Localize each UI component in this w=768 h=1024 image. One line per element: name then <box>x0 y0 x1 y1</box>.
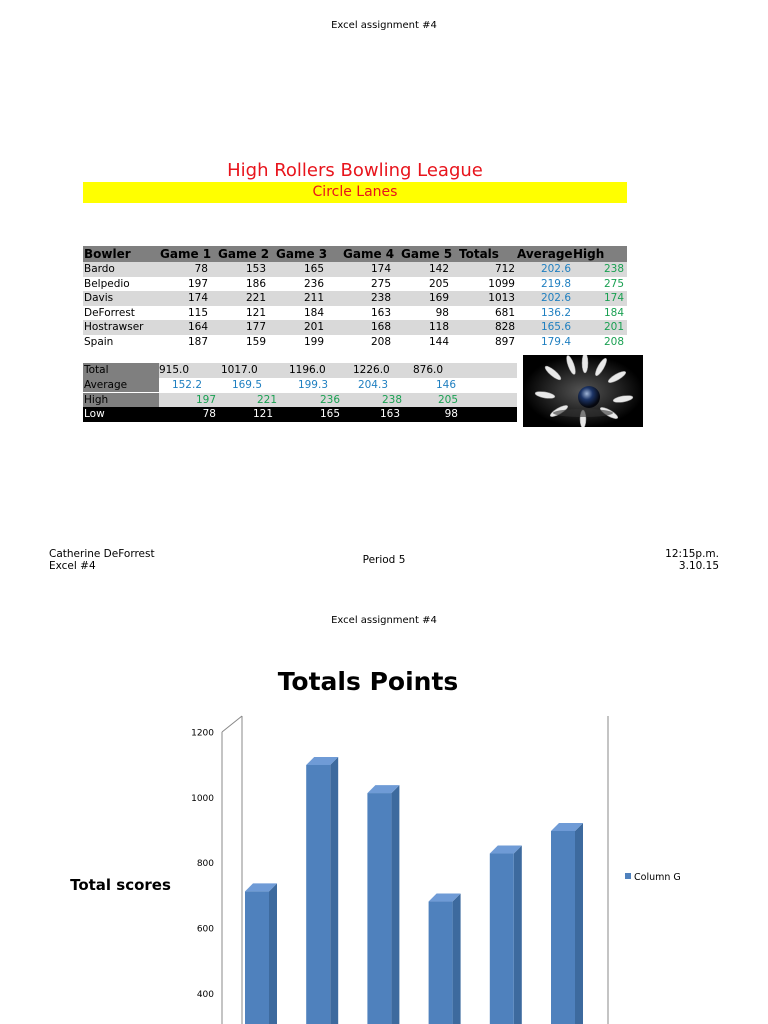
bowler-name: Davis <box>84 292 114 305</box>
bowler-average: 179.4 <box>540 336 571 348</box>
page-header: Excel assignment #4 <box>331 20 437 31</box>
summary-label: High <box>83 393 159 408</box>
bar-front <box>367 793 391 1024</box>
game-score: 221 <box>245 292 266 305</box>
summary-value: 1196.0 <box>289 364 326 376</box>
game-score: 199 <box>303 336 324 348</box>
col-high: High <box>573 247 605 261</box>
table-row <box>83 320 627 335</box>
bar-side <box>330 757 338 1024</box>
chart-title: Totals Points <box>277 667 459 696</box>
summary-label: Low <box>83 407 159 422</box>
summary-row <box>83 363 517 378</box>
bowler-high: 174 <box>603 292 624 305</box>
bar-side <box>575 823 583 1024</box>
league-title: High Rollers Bowling League <box>227 160 483 181</box>
game-score: 121 <box>245 306 266 319</box>
bar-side <box>453 894 461 1024</box>
bowler-name: Hostrawser <box>84 321 144 334</box>
game-score: 174 <box>187 292 208 305</box>
bar <box>490 846 522 1024</box>
bowler-name: Belpedio <box>84 277 130 290</box>
legend-swatch <box>625 873 631 879</box>
table-row <box>83 306 627 321</box>
game-score: 118 <box>428 321 449 334</box>
bar-front <box>245 891 269 1024</box>
bowling-pins-image <box>523 355 643 427</box>
bowler-average: 219.8 <box>540 277 571 290</box>
bowler-total: 828 <box>494 321 515 334</box>
summary-value: 236 <box>319 393 340 406</box>
game-score: 169 <box>428 292 449 305</box>
summary-value: 205 <box>437 393 458 406</box>
summary-value: 169.5 <box>231 378 262 391</box>
bowler-name: Spain <box>84 336 114 348</box>
bar-front <box>306 765 330 1024</box>
game-score: 197 <box>187 277 208 290</box>
bowler-average: 165.6 <box>540 321 571 334</box>
summary-value: 78 <box>202 408 216 421</box>
game-score: 205 <box>428 277 449 290</box>
game-score: 164 <box>187 321 208 334</box>
summary-value: 876.0 <box>413 364 444 376</box>
footer-date: 3.10.15 <box>678 560 719 572</box>
summary-label: Total <box>83 363 159 378</box>
game-score: 153 <box>245 263 266 275</box>
game-score: 142 <box>428 263 449 275</box>
y-tick-label: 800 <box>196 859 214 870</box>
summary-value: 121 <box>252 408 273 421</box>
league-subtitle: Circle Lanes <box>312 184 398 200</box>
bowler-high: 208 <box>603 336 624 348</box>
game-score: 201 <box>303 321 324 334</box>
bowler-average: 202.6 <box>540 263 571 275</box>
bar-front <box>551 831 575 1024</box>
game-score: 98 <box>435 306 449 319</box>
col-average: Average <box>517 247 573 261</box>
footer-author: Catherine DeForrest <box>49 548 155 560</box>
summary-value: 1017.0 <box>221 364 258 376</box>
y-tick-label: 1000 <box>191 793 214 804</box>
footer-period: Period 5 <box>362 554 406 566</box>
summary-row <box>83 407 517 422</box>
table-row <box>83 291 627 306</box>
summary-value: 238 <box>381 393 402 406</box>
summary-row <box>83 378 517 393</box>
game-score: 78 <box>194 263 208 275</box>
game-score: 208 <box>370 336 391 348</box>
bar-front <box>490 854 514 1024</box>
chart <box>0 700 768 1024</box>
game-score: 187 <box>187 336 208 348</box>
game-score: 168 <box>370 321 391 334</box>
summary-value: 204.3 <box>357 378 388 391</box>
bowler-high: 201 <box>603 321 624 334</box>
game-score: 165 <box>303 263 324 275</box>
chart-wall-edge <box>222 716 242 732</box>
game-score: 236 <box>303 277 324 290</box>
bowler-total: 1099 <box>488 277 515 290</box>
game-score: 186 <box>245 277 266 290</box>
game-score: 174 <box>370 263 391 275</box>
summary-value: 163 <box>379 408 400 421</box>
game-score: 115 <box>187 306 208 319</box>
table-row <box>83 277 627 292</box>
col-game-1: Game 1 <box>160 247 212 261</box>
bowler-high: 184 <box>603 306 624 319</box>
summary-value: 199.3 <box>297 378 328 391</box>
game-score: 177 <box>245 321 266 334</box>
footer-right <box>665 548 719 572</box>
table-row <box>83 335 627 350</box>
bowler-high: 275 <box>603 277 624 290</box>
summary-row <box>83 393 517 408</box>
bar-side <box>269 883 277 1024</box>
summary-value: 915.0 <box>159 364 190 376</box>
game-score: 144 <box>428 336 449 348</box>
table-header-row <box>83 246 627 262</box>
summary-value: 146 <box>435 378 456 391</box>
game-score: 238 <box>370 292 391 305</box>
bar <box>551 823 583 1024</box>
legend-label: Column G <box>634 872 681 883</box>
y-tick-label: 600 <box>196 924 214 935</box>
summary-label: Average <box>83 378 159 393</box>
bowler-high: 238 <box>603 263 624 275</box>
y-tick-label: 1200 <box>191 728 214 739</box>
bar-side <box>514 846 522 1024</box>
bar <box>429 894 461 1024</box>
game-score: 159 <box>245 336 266 348</box>
bowler-total: 681 <box>494 306 515 319</box>
bowler-total: 897 <box>494 336 515 348</box>
bar-side <box>391 785 399 1024</box>
col-game-3: Game 3 <box>276 247 328 261</box>
page-header-2: Excel assignment #4 <box>331 615 437 626</box>
game-score: 211 <box>303 292 324 305</box>
col-totals: Totals <box>459 247 499 261</box>
summary-value: 98 <box>444 408 458 421</box>
bar <box>306 757 338 1024</box>
bowler-total: 1013 <box>488 292 515 305</box>
bar-front <box>429 902 453 1024</box>
bowler-average: 136.2 <box>540 306 571 319</box>
game-score: 163 <box>370 306 391 319</box>
summary-value: 165 <box>319 408 340 421</box>
summary-value: 197 <box>195 393 216 406</box>
bar <box>245 883 277 1024</box>
game-score: 184 <box>303 306 324 319</box>
bar <box>367 785 399 1024</box>
col-game-4: Game 4 <box>343 247 395 261</box>
bowler-name: Bardo <box>84 263 115 275</box>
game-score: 275 <box>370 277 391 290</box>
bowler-total: 712 <box>494 263 515 275</box>
footer-file: Excel #4 <box>49 560 96 572</box>
bowler-name: DeForrest <box>84 306 135 319</box>
y-tick-label: 400 <box>196 989 214 1000</box>
footer-time: 12:15p.m. <box>665 548 719 560</box>
col-bowler: Bowler <box>84 247 131 261</box>
col-game-2: Game 2 <box>218 247 270 261</box>
table-row <box>83 262 627 277</box>
col-game-5: Game 5 <box>401 247 453 261</box>
bowler-average: 202.6 <box>540 292 571 305</box>
chart-y-axis-title: Total scores <box>70 876 171 894</box>
summary-value: 1226.0 <box>353 364 390 376</box>
summary-value: 152.2 <box>171 378 202 391</box>
summary-value: 221 <box>256 393 277 406</box>
